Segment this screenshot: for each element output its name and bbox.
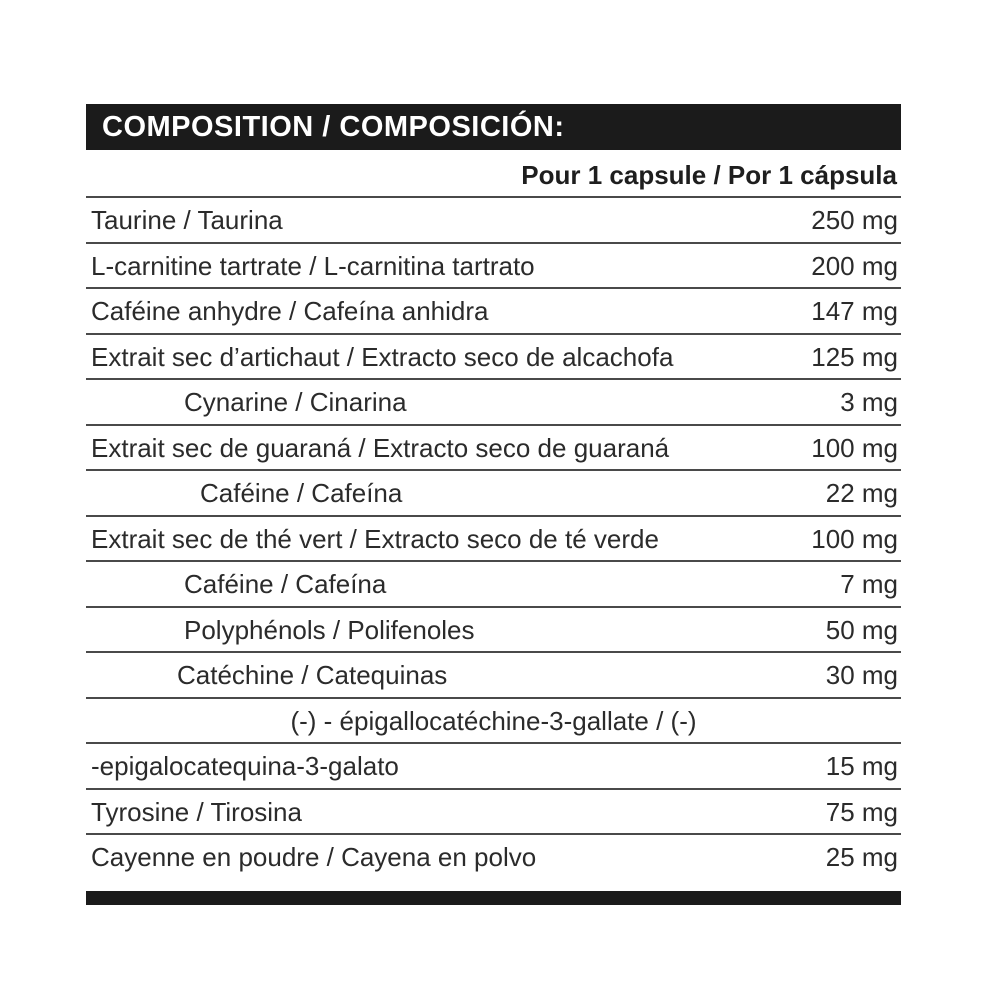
table-row	[86, 244, 901, 290]
table-row	[86, 289, 901, 335]
table-row	[86, 198, 901, 244]
ingredient-name: Extrait sec de guaraná / Extracto seco de guaraná	[91, 432, 670, 463]
ingredient-amount: 147 mg	[811, 296, 898, 326]
ingredient-amount: 75 mg	[825, 796, 898, 827]
table-row	[86, 517, 901, 563]
table-row-sub	[86, 608, 901, 654]
table-row-sub	[86, 471, 901, 517]
table-row	[86, 426, 901, 472]
ingredient-name: Caféine anhydre / Cafeína anhidra	[91, 296, 489, 326]
serving-size-header: Pour 1 capsule / Por 1 cápsula	[86, 150, 901, 198]
table-row	[86, 790, 901, 836]
ingredient-name: Tyrosine / Tirosina	[91, 796, 302, 827]
composition-table	[86, 104, 901, 905]
ingredient-amount: 25 mg	[825, 842, 898, 872]
ingredient-amount: 22 mg	[825, 478, 898, 508]
ingredient-name: Catéchine / Catequinas	[177, 660, 448, 690]
ingredient-name: Cynarine / Cinarina	[184, 387, 407, 417]
ingredient-amount: 15 mg	[825, 751, 898, 781]
ingredient-amount: 100 mg	[811, 523, 898, 554]
table-row	[86, 835, 901, 881]
table-row-sub	[86, 380, 901, 426]
ingredient-name: Cayenne en poudre / Cayena en polvo	[91, 842, 537, 872]
ingredient-name: Taurine / Taurina	[91, 205, 283, 235]
ingredient-amount: 3 mg	[840, 387, 898, 417]
ingredient-amount: 200 mg	[811, 250, 898, 281]
ingredient-amount: 30 mg	[825, 660, 898, 690]
ingredient-amount: 250 mg	[811, 205, 898, 235]
ingredient-name: -epigalocatequina-3-galato	[91, 751, 399, 781]
ingredient-amount: 7 mg	[840, 569, 898, 599]
footer-bar	[86, 891, 901, 905]
ingredient-name: Polyphénols / Polifenoles	[184, 614, 475, 645]
ingredient-name: Extrait sec de thé vert / Extracto seco de té verde	[91, 523, 659, 554]
table-row	[86, 335, 901, 381]
ingredient-name: Caféine / Cafeína	[184, 569, 387, 599]
ingredient-name: L-carnitine tartrate / L-carnitina tartrato	[91, 250, 535, 281]
ingredient-name: Extrait sec d’artichaut / Extracto seco de alcachofa	[91, 341, 674, 372]
table-row	[86, 744, 901, 790]
table-row-sub	[86, 699, 901, 745]
ingredient-name: (-) - épigallocatéchine-3-gallate / (-)	[290, 705, 697, 736]
ingredient-amount: 100 mg	[811, 432, 898, 463]
ingredient-amount: 125 mg	[811, 341, 898, 372]
ingredient-name: Caféine / Cafeína	[200, 478, 403, 508]
table-row-sub	[86, 653, 901, 699]
table-title: COMPOSITION / COMPOSICIÓN:	[86, 104, 901, 150]
table-row-sub	[86, 562, 901, 608]
ingredient-amount: 50 mg	[825, 614, 898, 645]
